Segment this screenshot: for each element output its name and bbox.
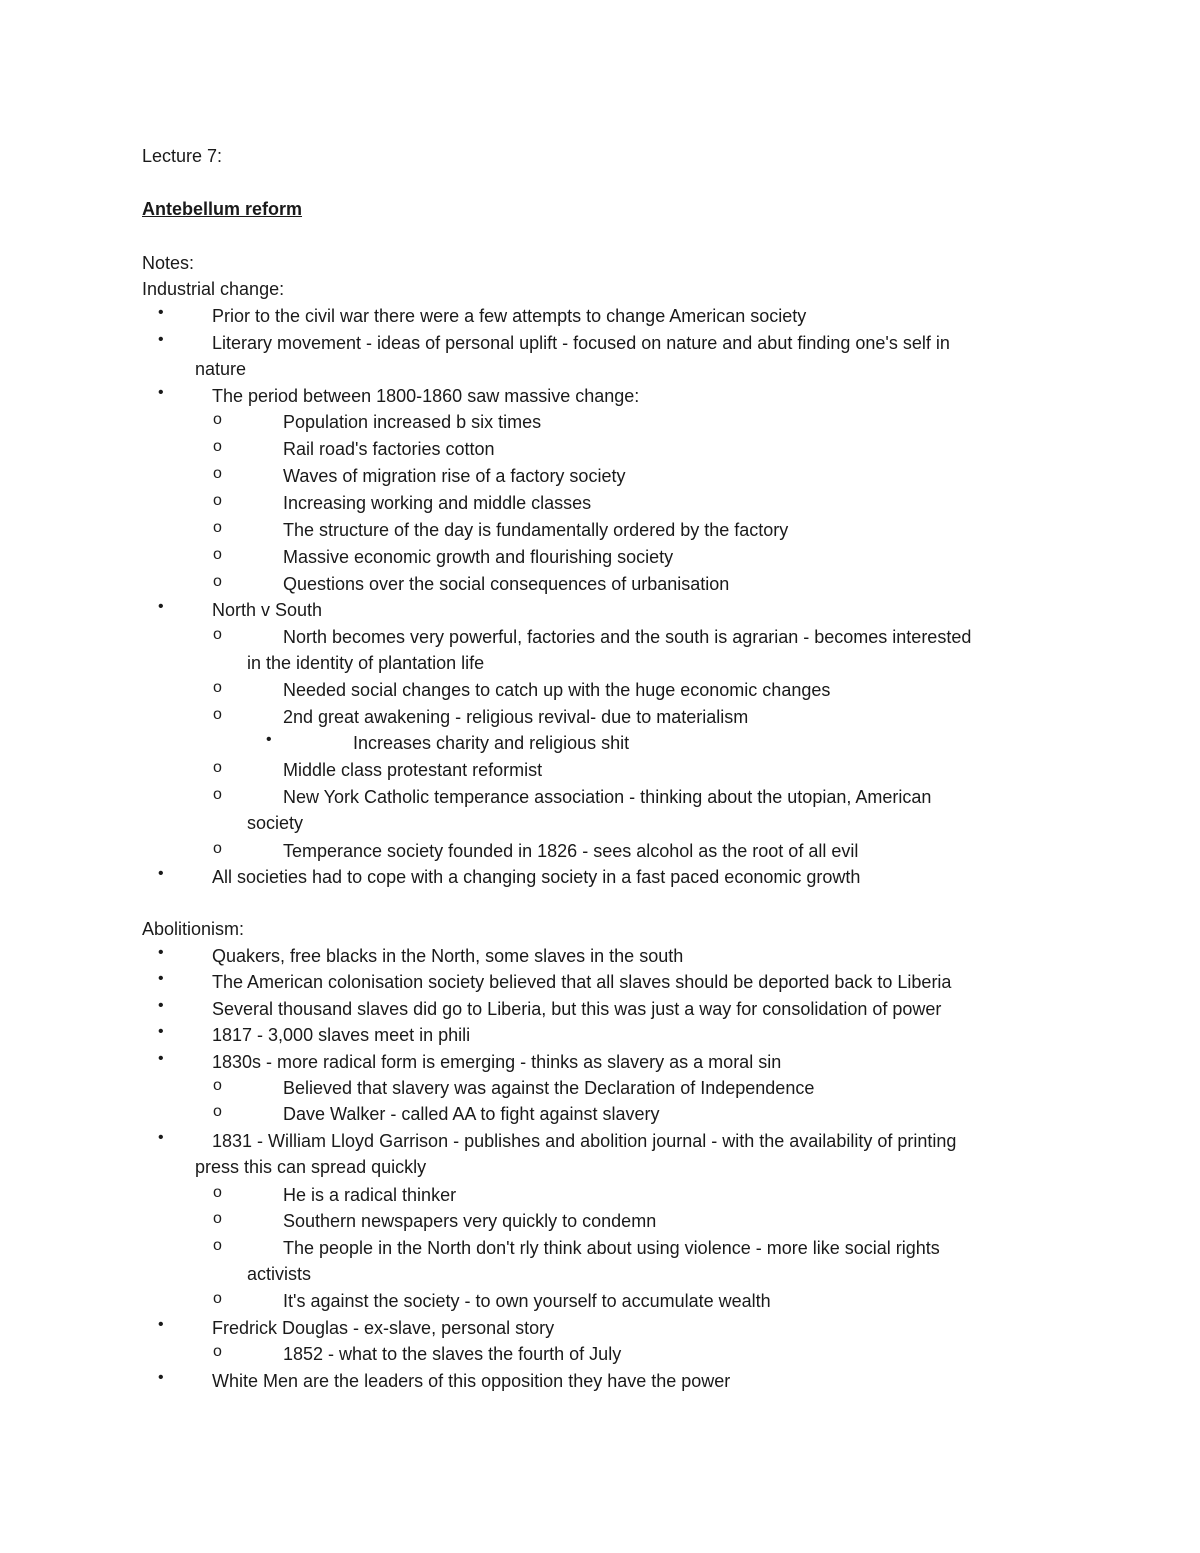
sub-bullet-marker: o: [213, 465, 222, 482]
sub-list-item: Increasing working and middle classes: [283, 493, 592, 513]
sub-bullet-marker: o: [213, 438, 222, 455]
sub-bullet-marker: o: [213, 679, 222, 696]
list-item: All societies had to cope with a changing society in a fast paced economic growth: [212, 867, 861, 887]
bullet-marker: •: [158, 997, 164, 1014]
sub-bullet-marker: o: [213, 706, 222, 723]
bullet-marker: •: [158, 1050, 164, 1067]
list-item: 1830s - more radical form is emerging - thinks as slavery as a moral sin: [212, 1052, 782, 1072]
sub-list-item: Middle class protestant reformist: [283, 760, 543, 780]
bullet-marker: •: [158, 331, 164, 348]
bullet-marker: •: [158, 944, 164, 961]
sub-bullet-marker: o: [213, 1077, 222, 1094]
sub-list-item: The people in the North don't rly think about using violence - more like social rights: [283, 1238, 940, 1258]
sub-list-item: Needed social changes to catch up with the huge economic changes: [283, 680, 831, 700]
list-item: 1831 - William Lloyd Garrison - publishes and abolition journal - with the availability of printing: [212, 1131, 957, 1151]
sub-list-item: North becomes very powerful, factories and the south is agrarian - becomes interested: [283, 627, 972, 647]
list-item: Prior to the civil war there were a few attempts to change American society: [212, 306, 807, 326]
list-item: Several thousand slaves did go to Liberia, but this was just a way for consolidation of power: [212, 999, 942, 1019]
sub-bullet-marker: o: [213, 519, 222, 536]
bullet-marker: •: [158, 384, 164, 401]
sub-bullet-marker: o: [213, 1210, 222, 1227]
sub-list-item: Southern newspapers very quickly to condemn: [283, 1211, 657, 1231]
list-item: The period between 1800-1860 saw massive change:: [212, 386, 640, 406]
lecture-label: Lecture 7:: [142, 146, 223, 166]
sub-bullet-marker: o: [213, 1237, 222, 1254]
sub-bullet-marker: o: [213, 786, 222, 803]
bullet-marker: •: [158, 598, 164, 615]
bullet-marker: •: [158, 1316, 164, 1333]
sub-bullet-marker: o: [213, 759, 222, 776]
sub-list-item: Dave Walker - called AA to fight against slavery: [283, 1104, 660, 1124]
sub-list-item: Temperance society founded in 1826 - sees alcohol as the root of all evil: [283, 841, 859, 861]
sub-bullet-marker: o: [213, 840, 222, 857]
bullet-marker: •: [158, 1023, 164, 1040]
list-item-continuation: press this can spread quickly: [195, 1157, 427, 1177]
sub-list-item: He is a radical thinker: [283, 1185, 457, 1205]
sub-list-item: 1852 - what to the slaves the fourth of July: [283, 1344, 622, 1364]
sub-bullet-marker: o: [213, 1290, 222, 1307]
list-item: Fredrick Douglas - ex-slave, personal story: [212, 1318, 555, 1338]
sub-list-item-continuation: in the identity of plantation life: [247, 653, 485, 673]
section-heading-industrial-change: Industrial change:: [142, 279, 285, 299]
list-item: The American colonisation society believed that all slaves should be deported back to Liberia: [212, 972, 952, 992]
sub-bullet-marker: o: [213, 1343, 222, 1360]
sub-list-item: 2nd great awakening - religious revival- due to materialism: [283, 707, 749, 727]
list-item: 1817 - 3,000 slaves meet in phili: [212, 1025, 471, 1045]
sub-list-item: Massive economic growth and flourishing society: [283, 547, 674, 567]
sub-bullet-marker: o: [213, 546, 222, 563]
sub-list-item: Population increased b six times: [283, 412, 542, 432]
notes-label: Notes:: [142, 253, 195, 273]
bullet-marker: •: [158, 1129, 164, 1146]
bullet-marker: •: [158, 970, 164, 987]
sub-list-item-continuation: activists: [247, 1264, 312, 1284]
bullet-marker: •: [158, 304, 164, 321]
sub-list-item: Questions over the social consequences of urbanisation: [283, 574, 730, 594]
list-item: North v South: [212, 600, 323, 620]
sub-list-item: The structure of the day is fundamentally ordered by the factory: [283, 520, 789, 540]
sub-list-item: Believed that slavery was against the Declaration of Independence: [283, 1078, 815, 1098]
bullet-marker: •: [158, 1369, 164, 1386]
sub-list-item-continuation: society: [247, 813, 304, 833]
sub-bullet-marker: o: [213, 1184, 222, 1201]
sub-list-item: New York Catholic temperance association - thinking about the utopian, American: [283, 787, 932, 807]
list-item: Quakers, free blacks in the North, some slaves in the south: [212, 946, 684, 966]
sub-sub-list-item: Increases charity and religious shit: [353, 733, 630, 753]
section-heading-abolitionism: Abolitionism:: [142, 919, 245, 939]
list-item: White Men are the leaders of this opposition they have the power: [212, 1371, 731, 1391]
sub-bullet-marker: o: [213, 492, 222, 509]
bullet-marker: •: [158, 865, 164, 882]
sub-bullet-marker: o: [213, 626, 222, 643]
sub-bullet-marker: o: [213, 573, 222, 590]
list-item-continuation: nature: [195, 359, 247, 379]
sub-list-item: Waves of migration rise of a factory society: [283, 466, 626, 486]
sub-bullet-marker: o: [213, 1103, 222, 1120]
sub-bullet-marker: o: [213, 411, 222, 428]
sub-sub-bullet-marker: •: [266, 731, 272, 748]
sub-list-item: It's against the society - to own yourself to accumulate wealth: [283, 1291, 771, 1311]
list-item: Literary movement - ideas of personal uplift - focused on nature and abut finding one's self in: [212, 333, 950, 353]
document-title: Antebellum reform: [142, 199, 303, 219]
sub-list-item: Rail road's factories cotton: [283, 439, 495, 459]
